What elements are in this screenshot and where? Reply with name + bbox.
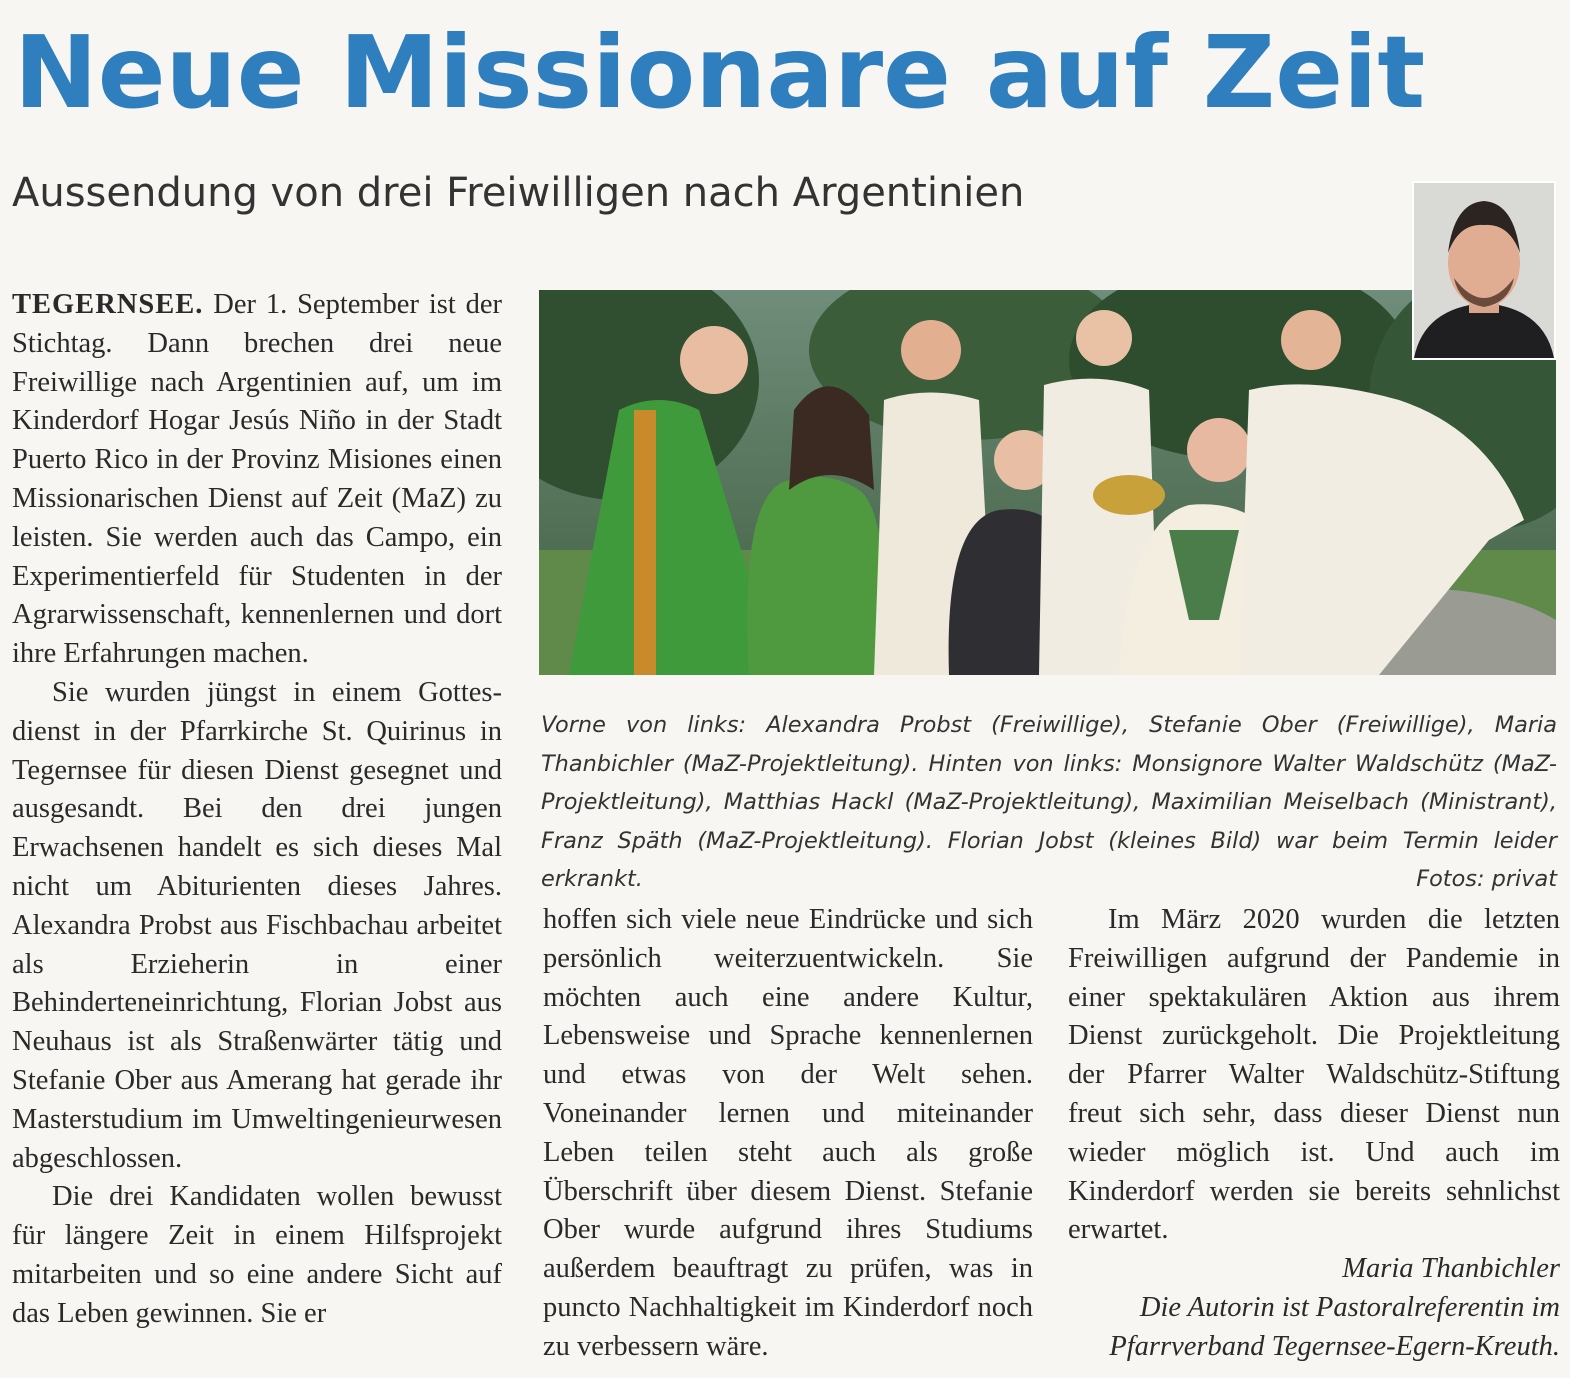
text-column-2	[543, 901, 1033, 1367]
paragraph-1	[12, 286, 502, 674]
paragraph-2: Sie wurden jüngst in einem Gottesdienst in der Pfarrkirche St. Quirinus in Tegernsee für diesen Dienst gesegnet und ausgesandt. Bei den drei jungen Erwachsenen handelt es sich dieses Mal nicht um Abiturienten dieses Jahres. Alexandra Probst aus Fischbachau arbeitet als Erzieherin in einer Behinderteneinrichtung, Florian Jobst aus Neuhaus ist als Straßenwärter tätig und Stefanie Ober aus Amerang hat gerade ihr Masterstudium im Umweltingenieurwesen abgeschlossen.	[12, 676, 502, 1174]
author-name: Maria Thanbichler	[1342, 1253, 1560, 1285]
article-subtitle: Aussendung von drei Freiwilligen nach Argentinien	[12, 170, 1025, 216]
author-note-line-1: Die Autorin ist Pastoralreferentin im	[1139, 1291, 1560, 1323]
caption-text: Vorne von links: Alexandra Probst (Freiwillige), Stefanie Ober (Freiwillige), Maria Thanbichler (MaZ-Projektleitung). Hinten von links: Monsignore Walter Waldschütz (MaZ-Projektleitung), Matthias Hackl (MaZ-Projektleitung), Maximilian Meiselbach (Ministrant), Franz Späth (MaZ-Projektleitung). Florian Jobst (kleines Bild) war beim Termin leider erkrankt.	[541, 712, 1557, 893]
paragraph-3: Die drei Kandidaten wollen bewusst für längere Zeit in einem Hilfsprojekt mitarbeiten und so eine andere Sicht auf das Leben gewinnen. Sie er	[12, 1181, 502, 1329]
paragraph-1-text: Der 1. September ist der Stichtag. Dann brechen drei neue Freiwillige nach Argentinien auf, um im Kinderdorf Hogar Jesús Niño in der Stadt Puerto Rico in der Provinz Misiones einen Missionarischen Dienst auf Zeit (MaZ) zu leisten. Sie werden auch das Campo, ein Experimentierfeld für Studenten in der Agrarwissenschaft, kennenlernen und dort ihre Erfahrungen machen.	[12, 289, 503, 670]
photo-caption	[541, 706, 1557, 899]
paragraph-5: Im März 2020 wurden die letzten Freiwilligen aufgrund der Pandemie in einer spektakulären Aktion aus ihrem Dienst zurückgeholt. Die Projektleitung der Pfarrer Walter Waldschütz-Stiftung freut sich sehr, dass dieser Dienst nun wieder möglich ist. Und auch im Kinderdorf werden sie bereits sehnlichst erwartet.	[1068, 904, 1560, 1246]
group-photo	[539, 290, 1556, 675]
text-column-1	[12, 286, 502, 1334]
inset-portrait	[1412, 181, 1556, 360]
paragraph-4: hoffen sich viele neue Eindrücke und sich persönlich weiterzuentwickeln. Sie möchten auch eine andere Kultur, Lebensweise und Sprache kennenlernen und etwas von der Welt sehen. Voneinander lernen und miteinander Leben teilen steht auch als große Überschrift über diesem Dienst. Stefanie Ober wurde aufgrund ihres Studiums außerdem beauftragt zu prüfen, was in puncto Nachhaltigkeit im Kinderdorf noch zu verbessern wäre.	[543, 904, 1033, 1362]
dateline: TEGERNSEE.	[12, 289, 204, 320]
article-title: Neue Missionare auf Zeit	[14, 14, 1426, 131]
author-note-line-2: Pfarrverband Tegernsee-Egern-Kreuth.	[1109, 1330, 1560, 1362]
photo-credit: Fotos: privat	[1416, 866, 1557, 893]
text-column-3	[1068, 901, 1560, 1367]
